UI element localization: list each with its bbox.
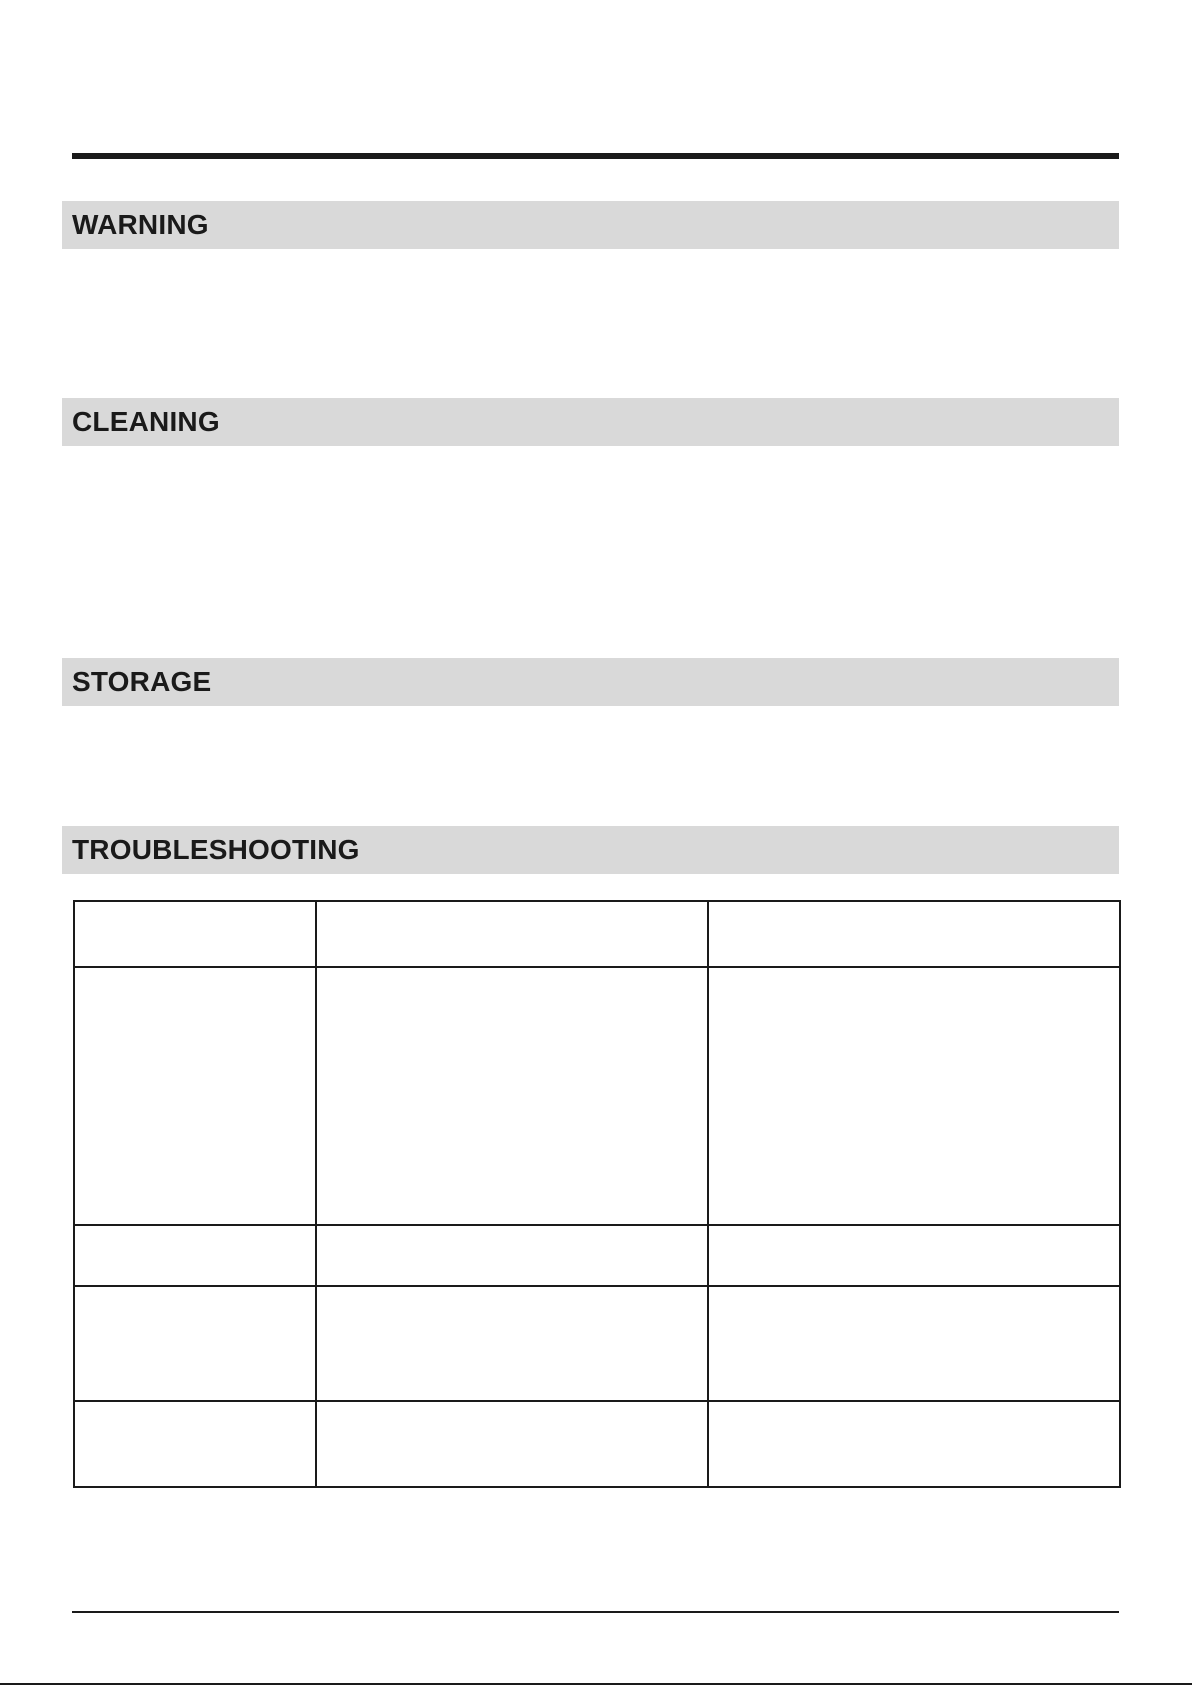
table-cell: [316, 967, 708, 1225]
table-row: [74, 1225, 1120, 1286]
section-header-cleaning: [62, 398, 1119, 446]
table-cell: [708, 1225, 1120, 1286]
table-cell: [74, 1225, 316, 1286]
section-header-storage: [62, 658, 1119, 706]
section-title: CLEANING: [72, 406, 220, 437]
table-cell: [708, 901, 1120, 967]
table-cell: [316, 1225, 708, 1286]
section-title: TROUBLESHOOTING: [72, 834, 360, 865]
table-cell: [74, 967, 316, 1225]
table-header-row: [74, 901, 1120, 967]
table-cell: [708, 967, 1120, 1225]
section-header-troubleshooting: [62, 826, 1119, 874]
top-rule: [72, 153, 1119, 159]
section-header-warning: [62, 201, 1119, 249]
table-row: [74, 967, 1120, 1225]
section-title: WARNING: [72, 209, 209, 240]
bottom-rule: [72, 1611, 1119, 1613]
section-title: STORAGE: [72, 666, 212, 697]
table-row: [74, 1401, 1120, 1487]
table-row: [74, 1286, 1120, 1401]
table-cell: [74, 1286, 316, 1401]
troubleshooting-table: [73, 900, 1121, 1488]
table-cell: [316, 1401, 708, 1487]
table-cell: [74, 901, 316, 967]
table-cell: [708, 1286, 1120, 1401]
table-cell: [316, 901, 708, 967]
table-cell: [708, 1401, 1120, 1487]
table-cell: [74, 1401, 316, 1487]
table-cell: [316, 1286, 708, 1401]
